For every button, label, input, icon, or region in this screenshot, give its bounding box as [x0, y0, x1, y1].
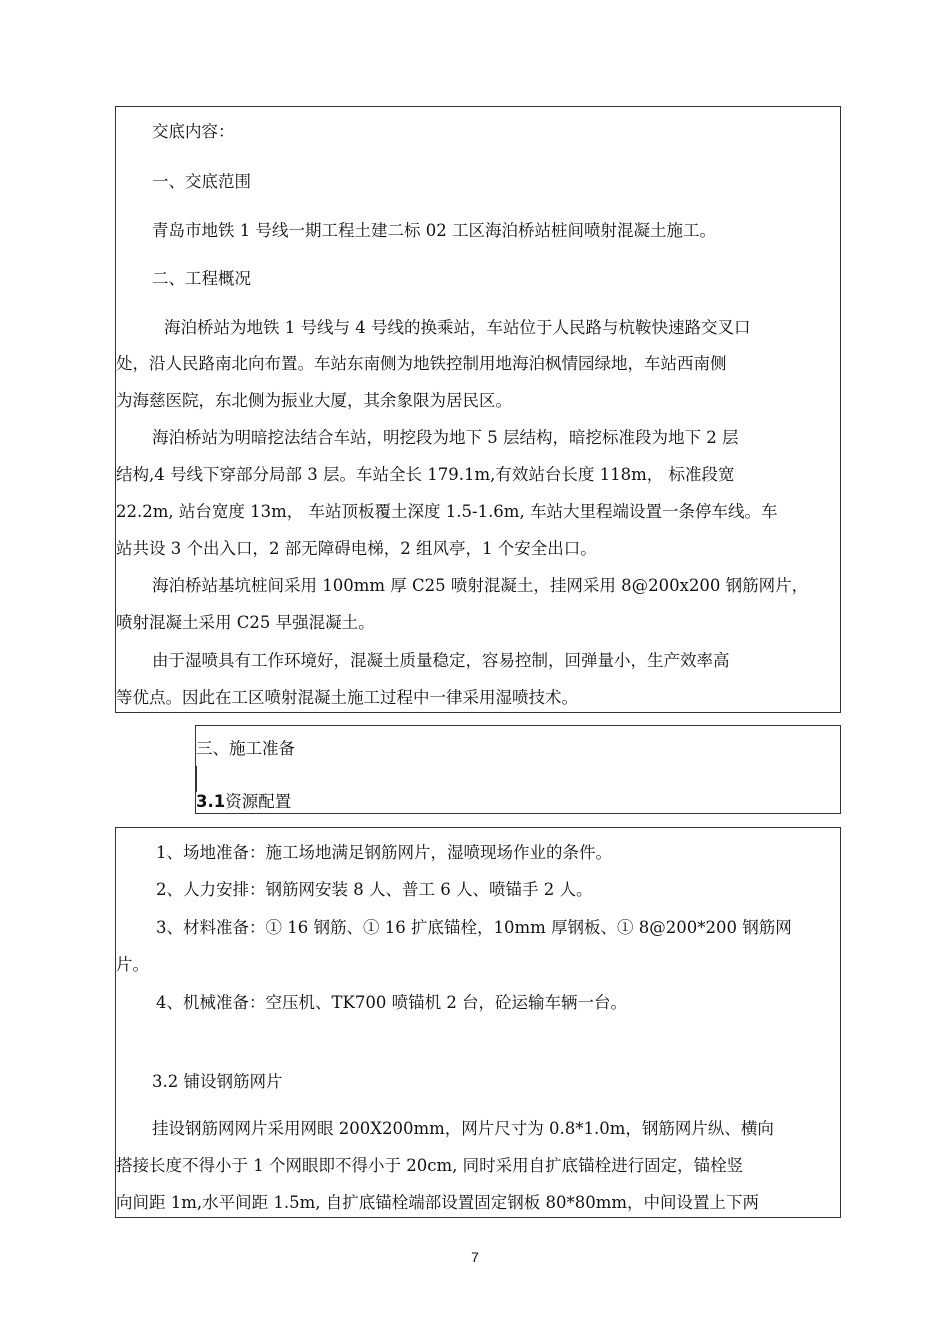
- overview-p1-line3: 为海慈医院，东北侧为振业大厦，其余象限为居民区。: [116, 391, 512, 410]
- heading-overview: 二、工程概况: [152, 269, 251, 288]
- mesh-p-line2: 搭接长度不得小于 1 个网眼即不得小于 20cm, 同时采用自扩底锚栓进行固定，锚栓竖: [116, 1156, 744, 1175]
- label-jiaodi-neirong: 交底内容：: [152, 122, 235, 141]
- mesh-p-line3: 向间距 1m,水平间距 1.5m, 自扩底锚栓端部设置固定钢板 80*80mm，中间设置上下两: [116, 1193, 760, 1212]
- item-materials-line2: 片。: [116, 955, 149, 974]
- overview-p3-line1: 海泊桥站基坑桩间采用 100mm 厚 C25 喷射混凝土，挂网采用 8@200x200 钢筋网片，: [152, 576, 809, 595]
- content-table-cell-1: [115, 106, 841, 713]
- overview-p4-line2: 等优点。因此在工区喷射混凝土施工过程中一律采用湿喷技术。: [116, 688, 578, 707]
- scope-text: 青岛市地铁 1 号线一期工程土建二标 02 工区海泊桥站桩间喷射混凝土施工。: [152, 221, 716, 240]
- heading-mesh-laying: 3.2 铺设钢筋网片: [152, 1072, 283, 1091]
- content-table-cell-3: [115, 827, 841, 1218]
- cursor-mark: [195, 766, 197, 792]
- heading-scope: 一、交底范围: [152, 172, 251, 191]
- overview-p2-line4: 站共设 3 个出入口，2 部无障碍电梯，2 组风亭，1 个安全出口。: [116, 539, 597, 558]
- heading-preparation: 三、施工准备: [196, 739, 295, 758]
- section-title: 资源配置: [225, 792, 292, 811]
- overview-p4-line1: 由于湿喷具有工作环境好，混凝土质量稳定，容易控制，回弹量小，生产效率高: [152, 651, 730, 670]
- overview-p2-line2: 结构,4 号线下穿部分局部 3 层。车站全长 179.1m,有效站台长度 118m， 标准段宽: [116, 465, 735, 484]
- overview-p1-line1: 海泊桥站为地铁 1 号线与 4 号线的换乘站，车站位于人民路与杭鞍快速路交叉口: [164, 318, 751, 337]
- page-number: 7: [471, 1249, 479, 1265]
- overview-p2-line3: 22.2m, 站台宽度 13m， 车站顶板覆土深度 1.5-1.6m, 车站大里程端设置一条停车线。车: [116, 502, 778, 521]
- item-materials-line1: 3、材料准备：① 16 钢筋、① 16 扩底锚栓，10mm 厚钢板、① 8@200*200 钢筋网: [156, 918, 792, 937]
- section-number: 3.1: [196, 792, 226, 811]
- overview-p1-line2: 处，沿人民路南北向布置。车站东南侧为地铁控制用地海泊枫情园绿地，车站西南侧: [116, 354, 727, 373]
- overview-p2-line1: 海泊桥站为明暗挖法结合车站，明挖段为地下 5 层结构，暗挖标准段为地下 2 层: [152, 428, 739, 447]
- content-table-cell-2: [195, 725, 841, 814]
- heading-resource-config: [196, 791, 840, 813]
- mesh-p-line1: 挂设钢筋网网片采用网眼 200X200mm，网片尺寸为 0.8*1.0m，钢筋网片纵、横向: [152, 1119, 774, 1138]
- item-machinery: 4、机械准备：空压机、TK700 喷锚机 2 台，砼运输车辆一台。: [156, 993, 628, 1012]
- item-site-prep: 1、场地准备：施工场地满足钢筋网片，湿喷现场作业的条件。: [156, 843, 612, 862]
- overview-p3-line2: 喷射混凝土采用 C25 早强混凝土。: [116, 613, 375, 632]
- item-labor: 2、人力安排：钢筋网安装 8 人、普工 6 人、喷锚手 2 人。: [156, 880, 593, 899]
